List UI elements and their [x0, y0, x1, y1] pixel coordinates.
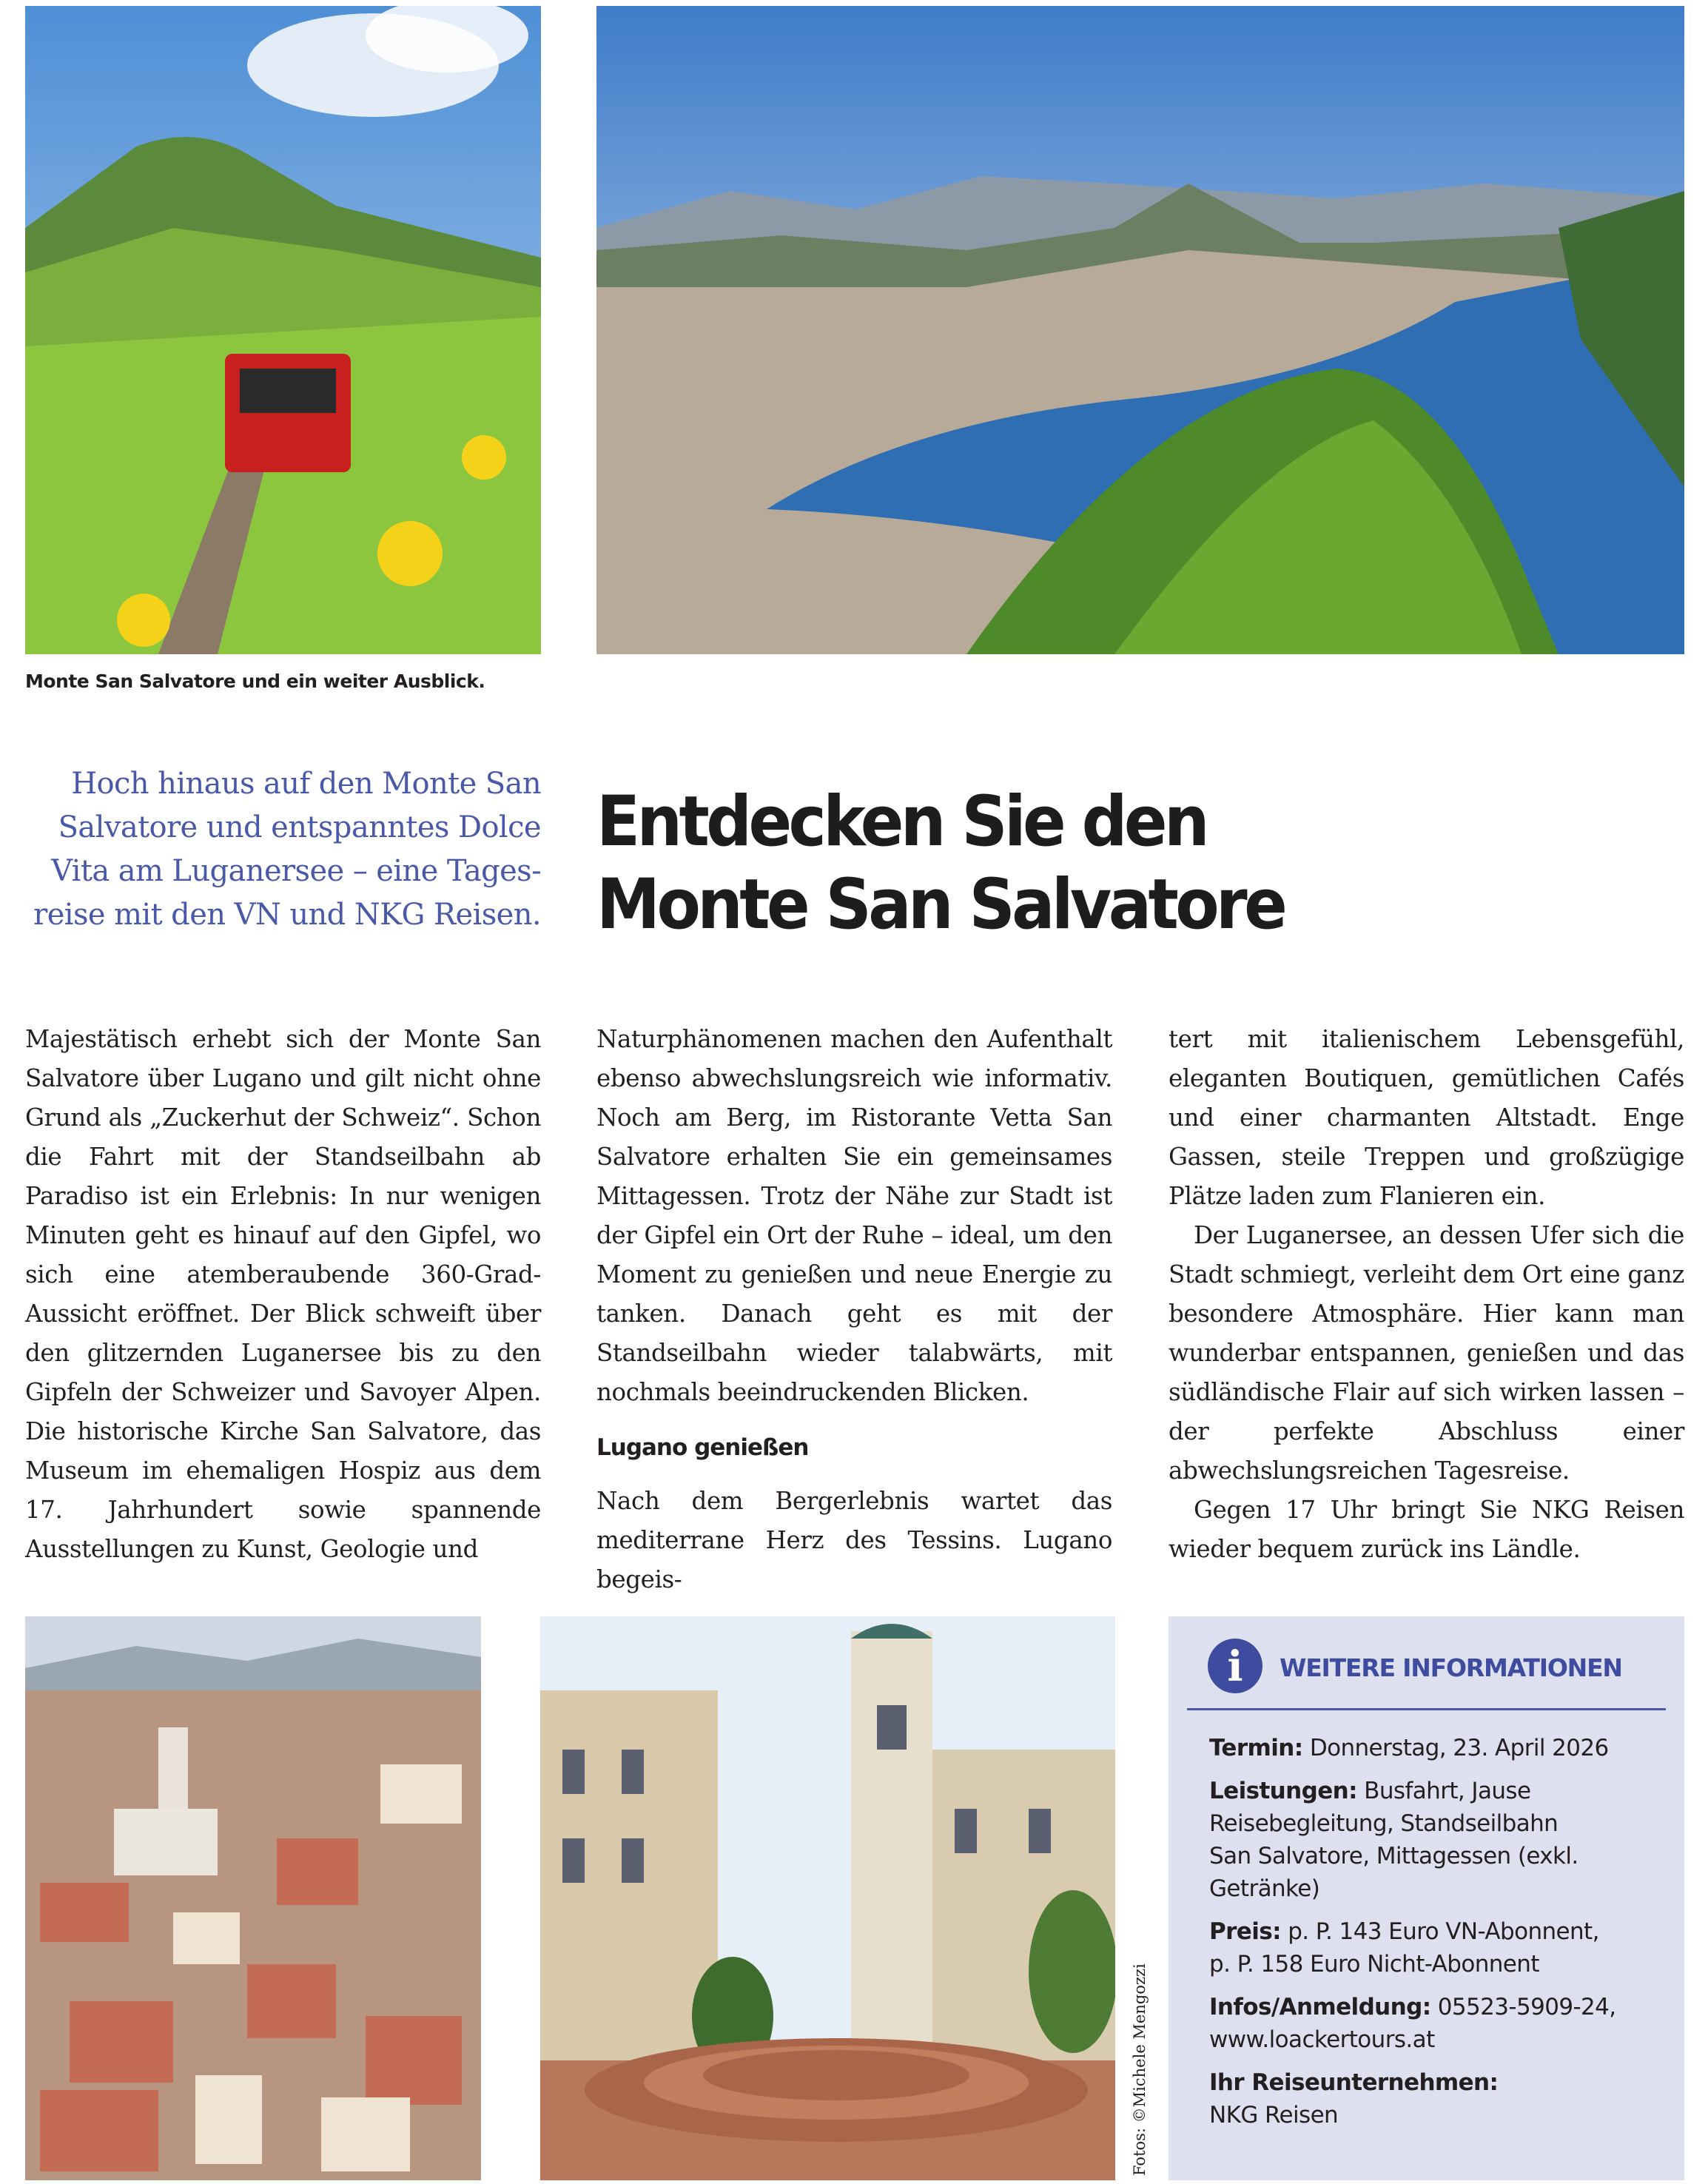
info-label: Ihr Reiseunternehmen: [1209, 2069, 1499, 2096]
lake-panorama-photo [596, 6, 1684, 654]
info-label: Preis: [1209, 1918, 1281, 1945]
info-label: Termin: [1209, 1735, 1303, 1761]
info-value: NKG Reisen [1209, 2102, 1339, 2128]
subheading: Lugano genießen [596, 1434, 809, 1461]
info-value: Reisebegleitung, Standseilbahn [1209, 1810, 1559, 1837]
title-line: Monte San Salvatore [596, 864, 1285, 945]
info-row-unternehmen [1209, 2066, 1653, 2131]
info-value: Getränke) [1209, 1875, 1320, 1902]
lead-line: reise mit den VN und NKG Reisen. [33, 898, 541, 932]
info-label: Infos/Anmeldung: [1209, 1994, 1431, 2020]
info-value: p. P. 143 Euro VN-Abonnent, [1288, 1918, 1599, 1945]
body-column-2 [596, 1020, 1112, 1599]
website-link[interactable]: www.loackertours.at [1209, 2026, 1435, 2053]
lead-line: Hoch hinaus auf den Monte San [71, 767, 541, 801]
info-row-termin [1209, 1732, 1653, 1764]
info-value: p. P. 158 Euro Nicht-Abonnent [1209, 1951, 1539, 1978]
info-row-preis [1209, 1915, 1653, 1980]
info-value: Busfahrt, Jause [1364, 1778, 1531, 1804]
paragraph: Gegen 17 Uhr bringt Sie NKG Reisen wieder bequem zurück ins Ländle. [1169, 1496, 1684, 1563]
info-row-leistungen [1209, 1775, 1653, 1905]
page-title [596, 781, 1284, 947]
paragraph: Nach dem Bergerlebnis wartet das mediterrane Herz des Tessins. Lugano begeis- [596, 1487, 1112, 1593]
lead-line: Salvatore und entspanntes Dolce [58, 810, 541, 844]
info-row-anmeldung [1209, 1991, 1653, 2056]
paragraph: tert mit italienischem Lebensgefühl, eleganten Boutiquen, gemütlichen Cafés und einer charmanten Altstadt. Enge Gassen, steile Treppen und großzügige Plätze laden zum Flanieren ein. [1169, 1025, 1684, 1210]
info-icon: i [1208, 1639, 1262, 1693]
info-box-title: WEITERE INFORMATIONEN [1280, 1653, 1622, 1682]
info-box-header [1187, 1639, 1666, 1710]
funicular-photo [25, 6, 541, 654]
paragraph: Majestätisch erhebt sich der Monte San Salvatore über Lugano und gilt nicht ohne Grund als „Zuckerhut der Schweiz“. Schon die Fahrt mit der Standseilbahn ab Paradiso ist ein Erlebnis: In nur wenigen Minuten geht es hinauf auf den Gipfel, wo sich eine atemberaubende 360-Grad-Aussicht eröffnet. Der Blick schweift über den glitzernden Luganersee bis zu den Gipfeln der Schweizer und Savoyer Alpen. Die historische Kirche San Salvatore, das Museum im ehemaligen Hospiz aus dem 17. Jahrhundert sowie spannende Ausstellungen zu Kunst, Geologie und [25, 1025, 541, 1563]
info-box [1169, 1616, 1684, 2180]
info-box-body [1209, 1732, 1653, 2142]
info-value: Donnerstag, 23. April 2026 [1309, 1735, 1609, 1761]
piazza-fountain-photo [540, 1616, 1115, 2180]
phone-number: 05523-5909-24, [1437, 1994, 1616, 2020]
lugano-city-photo [25, 1616, 481, 2180]
photo-caption: Monte San Salvatore und ein weiter Ausblick. [25, 671, 485, 692]
body-column-3 [1169, 1020, 1684, 1569]
title-line: Entdecken Sie den [596, 782, 1206, 862]
paragraph: Der Luganersee, an dessen Ufer sich die Stadt schmiegt, verleiht dem Ort eine ganz besondere Atmosphäre. Hier kann man wunderbar entspannen, genießen und das südländische Flair auf sich wirken lassen – der perfekte Abschluss einer abwechslungsreichen Tagesreise. [1169, 1221, 1684, 1485]
paragraph: Naturphänomenen machen den Aufenthalt ebenso abwechslungsreich wie informativ. Noch am Berg, im Ristorante Vetta San Salvatore erhalten Sie ein gemeinsames Mittagessen. Trotz der Nähe zur Stadt ist der Gipfel ein Ort der Ruhe – ideal, um den Moment zu genießen und neue Energie zu tanken. Danach geht es mit der Standseilbahn wieder talabwärts, mit nochmals beeindruckenden Blicken. [596, 1025, 1112, 1406]
info-label: Leistungen: [1209, 1778, 1357, 1804]
info-value: San Salvatore, Mittagessen (exkl. [1209, 1843, 1578, 1869]
lead-paragraph [25, 762, 541, 937]
body-column-1 [25, 1020, 541, 1569]
photo-credit: Fotos: ©Michele Mengozzi [1131, 1963, 1149, 2176]
lead-line: Vita am Luganersee – eine Tages- [51, 854, 541, 888]
